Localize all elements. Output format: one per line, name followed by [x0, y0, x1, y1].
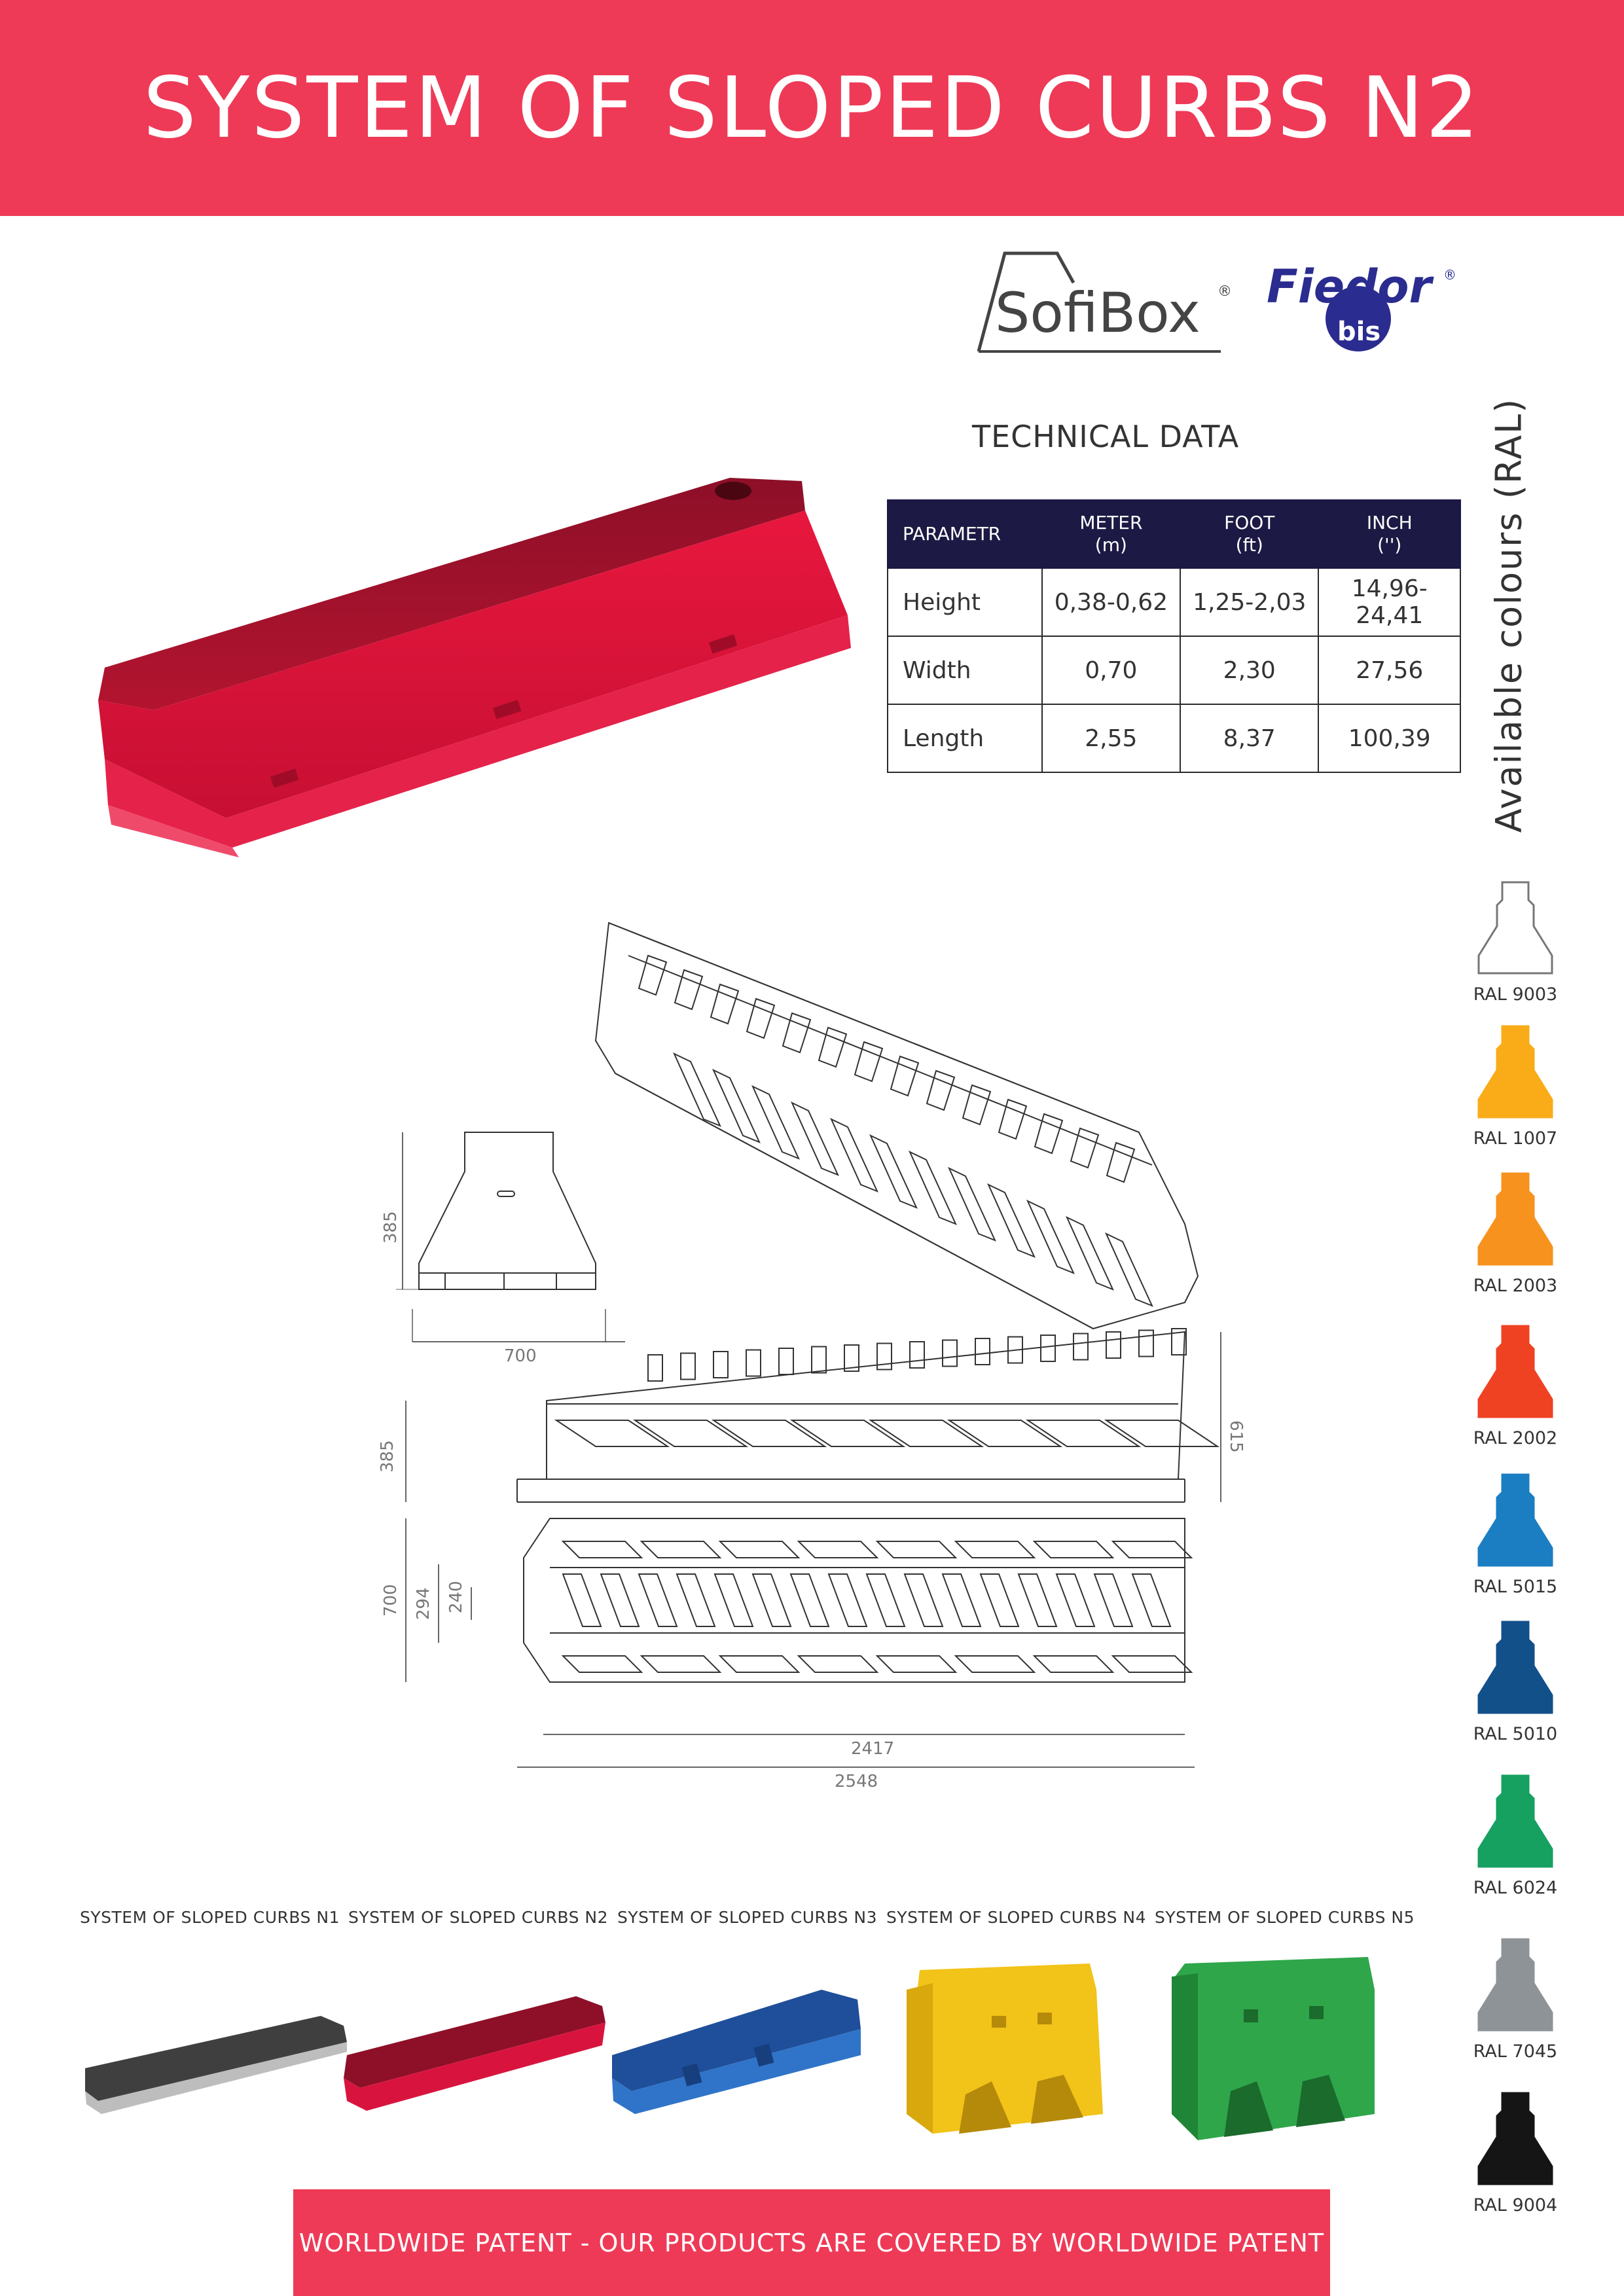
colour-swatch [1460, 1473, 1571, 1597]
barrier-silhouette-icon [1476, 880, 1555, 975]
row-label: Height [888, 568, 1042, 636]
colour-swatch [1460, 1172, 1571, 1296]
barrier-silhouette-icon [1476, 1024, 1555, 1119]
curb-3d-render [69, 452, 854, 870]
colour-label: RAL 9004 [1473, 2195, 1558, 2215]
row-label: Width [888, 636, 1042, 704]
colour-swatch [1460, 1324, 1571, 1448]
svg-text:®: ® [1443, 267, 1456, 283]
header-foot: FOOT (ft) [1180, 500, 1318, 568]
barrier-silhouette-icon [1476, 1324, 1555, 1419]
cell-inch: 100,39 [1318, 704, 1460, 772]
colour-swatch [1460, 1620, 1571, 1744]
barrier-silhouette-icon [1476, 1473, 1555, 1568]
colour-swatch [1460, 1774, 1571, 1898]
colour-label: RAL 5010 [1473, 1724, 1558, 1744]
svg-text:®: ® [1218, 283, 1232, 300]
variant-label-n1: SYSTEM OF SLOPED CURBS N1 [80, 1908, 340, 1927]
colour-label: RAL 7045 [1473, 2041, 1558, 2062]
dim-inner-length: 2417 [851, 1739, 895, 1759]
available-colours-title: Available colours (RAL) [1488, 397, 1530, 833]
dim-end-width: 700 [504, 1346, 537, 1366]
technical-data-title: TECHNICAL DATA [972, 419, 1240, 454]
fiedor-bis-logo [1260, 257, 1456, 355]
variant-label-n5: SYSTEM OF SLOPED CURBS N5 [1155, 1908, 1415, 1927]
technical-data-table [887, 499, 1461, 773]
barrier-silhouette-icon [1476, 2091, 1555, 2186]
sofibox-logo [972, 243, 1234, 358]
dim-side-max-height: 615 [1226, 1420, 1246, 1453]
cell-foot: 1,25-2,03 [1180, 568, 1318, 636]
row-label: Length [888, 704, 1042, 772]
table-row [888, 636, 1460, 704]
colour-label: RAL 5015 [1473, 1577, 1558, 1597]
cell-inch: 27,56 [1318, 636, 1460, 704]
barrier-silhouette-icon [1476, 1620, 1555, 1715]
variant-label-n4: SYSTEM OF SLOPED CURBS N4 [886, 1908, 1147, 1927]
colour-label: RAL 2002 [1473, 1428, 1558, 1448]
variant-label-n2: SYSTEM OF SLOPED CURBS N2 [348, 1908, 609, 1927]
colour-label: RAL 6024 [1473, 1878, 1558, 1898]
barrier-silhouette-icon [1476, 1937, 1555, 2032]
header-inch: INCH ('') [1318, 500, 1460, 568]
bis-logo-text: bis [1337, 317, 1381, 347]
colour-swatch [1460, 2091, 1571, 2215]
dim-top-294: 294 [414, 1587, 433, 1620]
sofibox-logo-text: SofiBox [995, 281, 1200, 345]
variant-image-n5 [1159, 1950, 1394, 2160]
cell-meter: 2,55 [1042, 704, 1180, 772]
dim-end-height: 385 [381, 1211, 401, 1244]
footer-banner [293, 2189, 1330, 2296]
footer-patent-text: WORLDWIDE PATENT - OUR PRODUCTS ARE COVERED BY WORLDWIDE PATENT [298, 2228, 1325, 2257]
cell-foot: 2,30 [1180, 636, 1318, 704]
dim-total-length: 2548 [835, 1772, 878, 1791]
colour-swatch [1460, 1024, 1571, 1149]
table-header-row [888, 500, 1460, 568]
header-banner [0, 0, 1624, 216]
header-meter: METER (m) [1042, 500, 1180, 568]
dim-top-240: 240 [446, 1581, 466, 1613]
technical-drawings [367, 910, 1270, 1813]
variant-image-n3 [605, 1950, 880, 2121]
barrier-silhouette-icon [1476, 1774, 1555, 1869]
page-title: SYSTEM OF SLOPED CURBS N2 [143, 59, 1481, 157]
variant-image-n1 [79, 1950, 353, 2121]
colour-swatch [1460, 880, 1571, 1005]
table-row [888, 704, 1460, 772]
top-view [381, 1518, 1195, 1791]
colour-label: RAL 2003 [1473, 1276, 1558, 1296]
dim-side-height: 385 [378, 1440, 397, 1473]
table-row [888, 568, 1460, 636]
cell-foot: 8,37 [1180, 704, 1318, 772]
header-parametr: PARAMETR [888, 500, 1042, 568]
isometric-view [596, 923, 1198, 1329]
colour-label: RAL 9003 [1473, 984, 1558, 1005]
cell-meter: 0,38-0,62 [1042, 568, 1180, 636]
colour-label: RAL 1007 [1473, 1128, 1558, 1149]
variant-image-n4 [893, 1950, 1142, 2147]
dim-top-width: 700 [381, 1584, 401, 1617]
cell-meter: 0,70 [1042, 636, 1180, 704]
variant-image-n2 [340, 1950, 615, 2121]
cell-inch: 14,96-24,41 [1318, 568, 1460, 636]
variant-label-n3: SYSTEM OF SLOPED CURBS N3 [617, 1908, 878, 1927]
fiedor-logo-text: Fiedor [1267, 260, 1432, 314]
barrier-silhouette-icon [1476, 1172, 1555, 1266]
end-view [381, 1132, 625, 1366]
colour-swatch [1460, 1937, 1571, 2062]
